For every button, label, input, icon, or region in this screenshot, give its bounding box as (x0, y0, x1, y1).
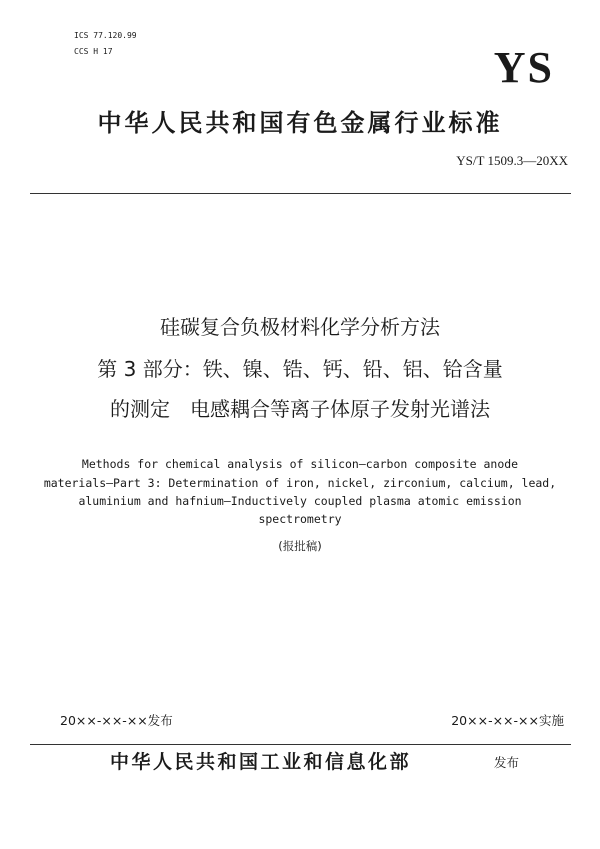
draft-status: (报批稿) (278, 539, 322, 553)
ys-logo: YS (493, 43, 554, 92)
issuing-authority: 中华人民共和国工业和信息化部 (110, 751, 412, 773)
english-title-line: aluminium and hafnium—Inductively coupled plasma atomic emission (78, 494, 522, 508)
chinese-title-line: 第 3 部分：铁、镍、锆、钙、铅、铝、铪含量 (97, 357, 503, 381)
chinese-title-line: 硅碳复合负极材料化学分析方法 (160, 315, 440, 339)
issue-date: 20××-××-××发布 (60, 713, 173, 728)
ics-code: ICS 77.120.99 (74, 31, 137, 40)
english-title-line: spectrometry (258, 512, 342, 526)
ccs-code: CCS H 17 (74, 47, 113, 56)
top-divider (30, 193, 571, 194)
issue-label: 发布 (494, 755, 520, 770)
implementation-date: 20××-××-××实施 (451, 713, 564, 728)
bottom-divider (30, 744, 571, 745)
english-title-line: materials—Part 3: Determination of iron, nickel, zirconium, calcium, lead, (43, 476, 557, 490)
english-title-line: Methods for chemical analysis of silicon—carbon composite anode (81, 457, 519, 471)
chinese-title-line: 的测定 电感耦合等离子体原子发射光谱法 (110, 397, 490, 421)
standard-number: YS/T 1509.3—20XX (456, 153, 568, 168)
issuer-title: 中华人民共和国有色金属行业标准 (97, 109, 503, 137)
